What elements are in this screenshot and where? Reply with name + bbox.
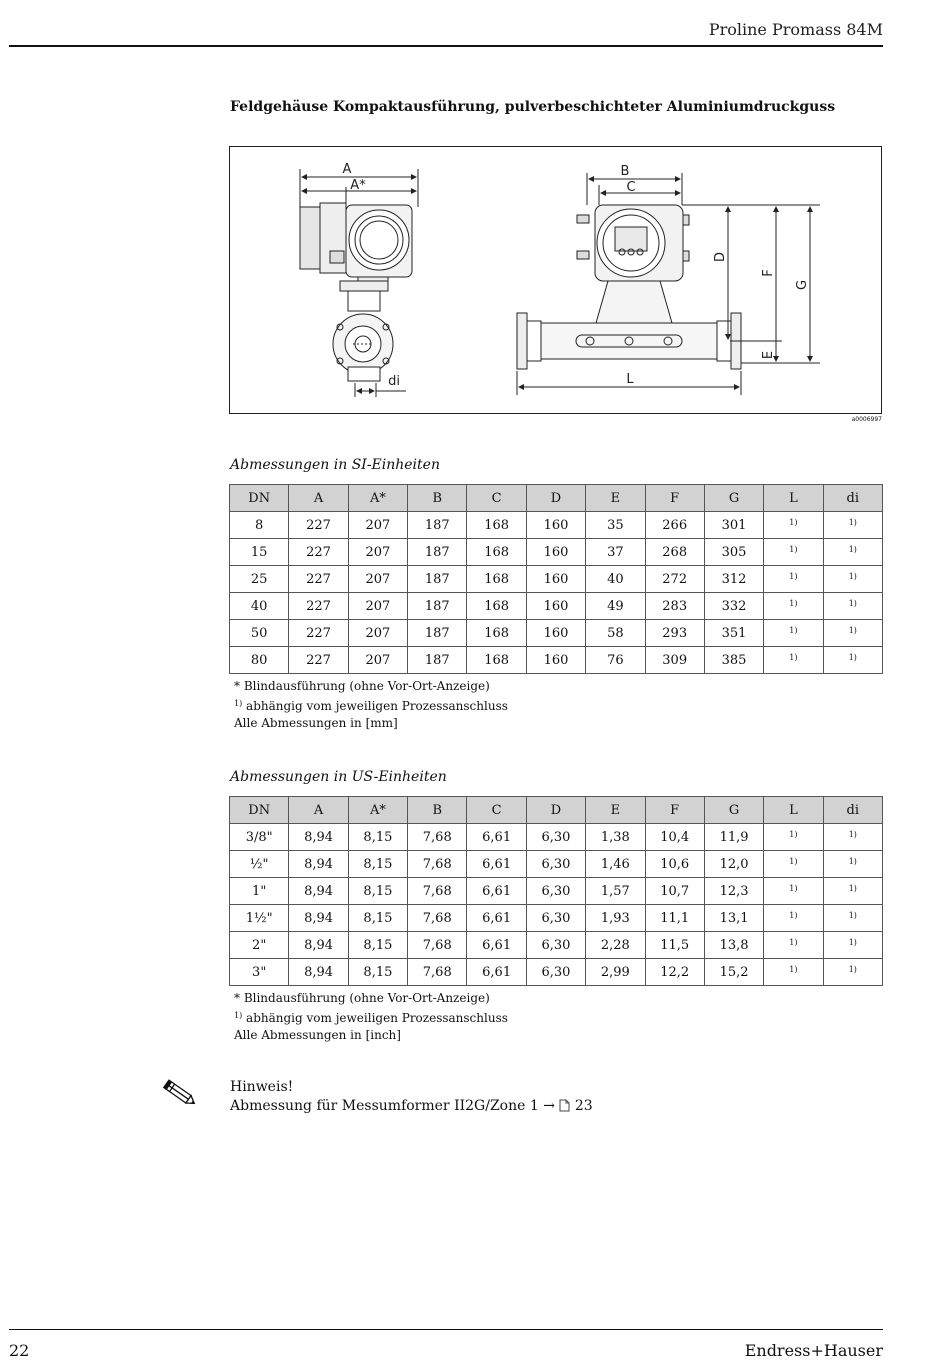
table-cell: 12,0 [704,851,763,878]
footnote-ref-mark: 1) [848,652,857,662]
table-cell: 2,28 [586,932,645,959]
table-cell: 1,57 [586,878,645,905]
table-cell: 227 [289,647,348,674]
table-cell: 8,15 [348,905,407,932]
footnote-ref-mark: 1) [789,856,798,866]
table-cell [823,647,882,674]
table-cell: 6,30 [526,878,585,905]
table-cell: 351 [704,620,763,647]
table-cell: 6,61 [467,905,526,932]
label-b: B [620,164,630,179]
table-row [230,593,883,620]
footnote-ref-mark: 1) [848,571,857,581]
table-cell: 168 [467,620,526,647]
column-header: DN [230,797,289,824]
table-cell [823,824,882,851]
table-cell: 12,2 [645,959,704,986]
table-cell: 8,94 [289,851,348,878]
table-cell: 6,61 [467,878,526,905]
footnote-ref-mark: 1) [789,517,798,527]
column-header: F [645,485,704,512]
table-cell: 10,7 [645,878,704,905]
table-cell [764,539,823,566]
table-cell: 6,61 [467,959,526,986]
column-header: E [586,485,645,512]
table-cell: 1,38 [586,824,645,851]
table-cell: 3" [230,959,289,986]
column-header: C [467,485,526,512]
table-cell: 305 [704,539,763,566]
table-cell: 160 [526,566,585,593]
table-cell: 8,94 [289,824,348,851]
table-cell: 1,46 [586,851,645,878]
label-g: G [795,279,810,291]
table-cell: 207 [348,620,407,647]
table-cell: 50 [230,620,289,647]
column-header: F [645,797,704,824]
footnote-ref-mark: 1) [789,829,798,839]
page-number: 22 [9,1341,30,1360]
table-cell: 13,8 [704,932,763,959]
footnote-ref-mark: 1) [789,652,798,662]
page-icon [559,1099,570,1118]
header-title: Proline Promass 84M [708,20,883,39]
table-cell: 227 [289,566,348,593]
column-header: L [764,485,823,512]
table-cell: 272 [645,566,704,593]
table-us [229,796,883,986]
table-cell: 3/8" [230,824,289,851]
table-cell: 58 [586,620,645,647]
table-cell: 168 [467,593,526,620]
table-cell: 187 [408,593,467,620]
table-cell [823,959,882,986]
table-cell [764,932,823,959]
table-cell: 187 [408,512,467,539]
table-cell: 7,68 [408,824,467,851]
table-cell: 168 [467,539,526,566]
label-f: F [761,269,776,277]
table-cell: 25 [230,566,289,593]
table-cell: 385 [704,647,763,674]
table-cell [823,851,882,878]
footnote-star: * Blindausführung (ohne Vor-Ort-Anzeige) [234,679,490,693]
figure-id: a0006997 [851,416,882,423]
footnote-ref-mark: 1) [848,910,857,920]
label-c: C [626,180,636,195]
table-cell: 6,61 [467,824,526,851]
table-cell [823,905,882,932]
table-cell: 6,30 [526,932,585,959]
column-header: A* [348,797,407,824]
table-cell: 7,68 [408,959,467,986]
table-cell: 160 [526,593,585,620]
table-cell: 6,61 [467,851,526,878]
column-header: C [467,797,526,824]
note-page-ref[interactable]: 23 [574,1098,593,1114]
footnote-ref-mark: 1) [848,883,857,893]
label-d: D [713,251,728,263]
footnote-ref-mark: 1) [848,829,857,839]
table-cell: 268 [645,539,704,566]
table-cell: 168 [467,566,526,593]
table-us-footnotes [234,990,508,1044]
table-cell [823,593,882,620]
column-header: G [704,797,763,824]
table-cell: 207 [348,512,407,539]
footnote-ref-mark: 1) [789,544,798,554]
table-si-caption: Abmessungen in SI-Einheiten [230,457,440,473]
table-cell: 11,9 [704,824,763,851]
table-cell: 227 [289,539,348,566]
table-cell: 227 [289,620,348,647]
table-cell: 8,94 [289,878,348,905]
footnote-ref-mark: 1) [848,964,857,974]
table-cell: 1,93 [586,905,645,932]
table-cell: 40 [230,593,289,620]
table-cell: 283 [645,593,704,620]
table-cell: 13,1 [704,905,763,932]
table-cell: 168 [467,647,526,674]
table-cell: 227 [289,512,348,539]
table-cell: 8,15 [348,878,407,905]
table-cell [764,878,823,905]
table-cell: 187 [408,620,467,647]
table-cell: 40 [586,566,645,593]
pencil-icon [160,1076,200,1112]
table-cell: 227 [289,593,348,620]
table-cell: 10,4 [645,824,704,851]
column-header: G [704,485,763,512]
table-cell: 8 [230,512,289,539]
footnote-ref-mark: 1) [848,598,857,608]
table-cell: 35 [586,512,645,539]
table-cell: 11,1 [645,905,704,932]
table-cell: 168 [467,512,526,539]
table-cell: 7,68 [408,932,467,959]
table-cell: 2,99 [586,959,645,986]
note-text: Abmessung für Messumformer II2G/Zone 1 → 23 [230,1097,593,1118]
table-row [230,566,883,593]
table-cell: 15 [230,539,289,566]
table-cell: 207 [348,539,407,566]
table-cell: 8,94 [289,905,348,932]
table-si-footnotes [234,678,508,732]
table-cell: 6,30 [526,851,585,878]
table-cell: 187 [408,539,467,566]
footnote-units: Alle Abmessungen in [inch] [234,1028,401,1042]
label-di: di [388,374,400,389]
table-cell [764,512,823,539]
table-cell: 187 [408,566,467,593]
table-cell: 7,68 [408,878,467,905]
table-cell: 301 [704,512,763,539]
table-cell [823,878,882,905]
table-cell [764,824,823,851]
label-a: A [342,162,352,177]
footnote-ref-mark: 1) [789,571,798,581]
table-cell: 49 [586,593,645,620]
footnote-ref-mark: 1) [848,625,857,635]
table-cell: 80 [230,647,289,674]
footnote-ref-mark: 1) [789,910,798,920]
table-cell: 2" [230,932,289,959]
table-cell: 10,6 [645,851,704,878]
table-cell: 8,15 [348,851,407,878]
table-cell [764,593,823,620]
label-a-star: A* [350,178,366,193]
table-cell: 160 [526,539,585,566]
table-row [230,620,883,647]
dimension-drawing [229,146,882,414]
table-cell [823,539,882,566]
column-header: A* [348,485,407,512]
table-row [230,512,883,539]
table-cell: 332 [704,593,763,620]
table-row [230,878,883,905]
footnote-units: Alle Abmessungen in [mm] [234,716,398,730]
footnote-ref-mark: 1) [789,883,798,893]
footnote-ref-mark: 1) [848,937,857,947]
column-header: A [289,485,348,512]
table-cell: 6,30 [526,824,585,851]
table-cell: 1" [230,878,289,905]
table-cell [764,620,823,647]
footnote-ref-mark: 1) [848,544,857,554]
table-cell [764,959,823,986]
table-cell: 207 [348,566,407,593]
footer-brand: Endress+Hauser [744,1341,883,1360]
column-header: L [764,797,823,824]
column-header: B [408,797,467,824]
table-header-row [230,485,883,512]
column-header: di [823,485,882,512]
header-rule [9,45,883,47]
table-cell: 8,15 [348,959,407,986]
table-cell: 37 [586,539,645,566]
table-cell: 293 [645,620,704,647]
table-header-row [230,797,883,824]
footnote-ref-mark: 1) [789,598,798,608]
footnote-ref-mark: 1) [848,517,857,527]
footer-rule [9,1329,883,1330]
table-cell: 160 [526,620,585,647]
label-l: L [626,372,634,387]
table-cell: 7,68 [408,851,467,878]
table-cell: 76 [586,647,645,674]
table-cell [823,512,882,539]
table-cell: 309 [645,647,704,674]
table-cell: 1½" [230,905,289,932]
table-us-caption: Abmessungen in US-Einheiten [230,769,447,785]
column-header: DN [230,485,289,512]
table-cell: 266 [645,512,704,539]
table-row [230,959,883,986]
table-cell: 8,15 [348,932,407,959]
label-e: E [761,350,776,360]
footnote-ref: $^{1)}$ abhängig vom jeweiligen Prozessanschluss [234,1011,508,1025]
table-cell: 8,94 [289,932,348,959]
table-cell: 7,68 [408,905,467,932]
table-row [230,539,883,566]
table-cell: 187 [408,647,467,674]
table-cell: 207 [348,647,407,674]
column-header: A [289,797,348,824]
column-header: B [408,485,467,512]
table-cell [823,932,882,959]
table-cell: ½" [230,851,289,878]
table-cell [764,851,823,878]
table-cell: 160 [526,647,585,674]
footnote-ref-mark: 1) [789,625,798,635]
column-header: E [586,797,645,824]
table-row [230,647,883,674]
table-cell [823,620,882,647]
table-cell: 312 [704,566,763,593]
footnote-ref-mark: 1) [848,856,857,866]
table-cell: 207 [348,593,407,620]
table-cell: 8,15 [348,824,407,851]
column-header: D [526,797,585,824]
footnote-star: * Blindausführung (ohne Vor-Ort-Anzeige) [234,991,490,1005]
table-si [229,484,883,674]
table-row [230,932,883,959]
column-header: di [823,797,882,824]
table-row [230,824,883,851]
table-cell: 6,61 [467,932,526,959]
note-title: Hinweis! [230,1079,294,1095]
table-cell [764,647,823,674]
note [230,1078,593,1118]
table-cell [823,566,882,593]
table-cell: 15,2 [704,959,763,986]
section-title: Feldgehäuse Kompaktausführung, pulverbeschichteter Aluminiumdruckguss [230,99,836,115]
table-cell: 11,5 [645,932,704,959]
table-cell [764,566,823,593]
dimension-drawing-svg [230,147,881,413]
table-row [230,851,883,878]
column-header: D [526,485,585,512]
table-row [230,905,883,932]
table-cell [764,905,823,932]
table-cell: 160 [526,512,585,539]
footnote-ref-mark: 1) [789,937,798,947]
footnote-ref: $^{1)}$ abhängig vom jeweiligen Prozessanschluss [234,699,508,713]
table-cell: 8,94 [289,959,348,986]
table-cell: 6,30 [526,905,585,932]
table-cell: 12,3 [704,878,763,905]
table-cell: 6,30 [526,959,585,986]
footnote-ref-mark: 1) [789,964,798,974]
